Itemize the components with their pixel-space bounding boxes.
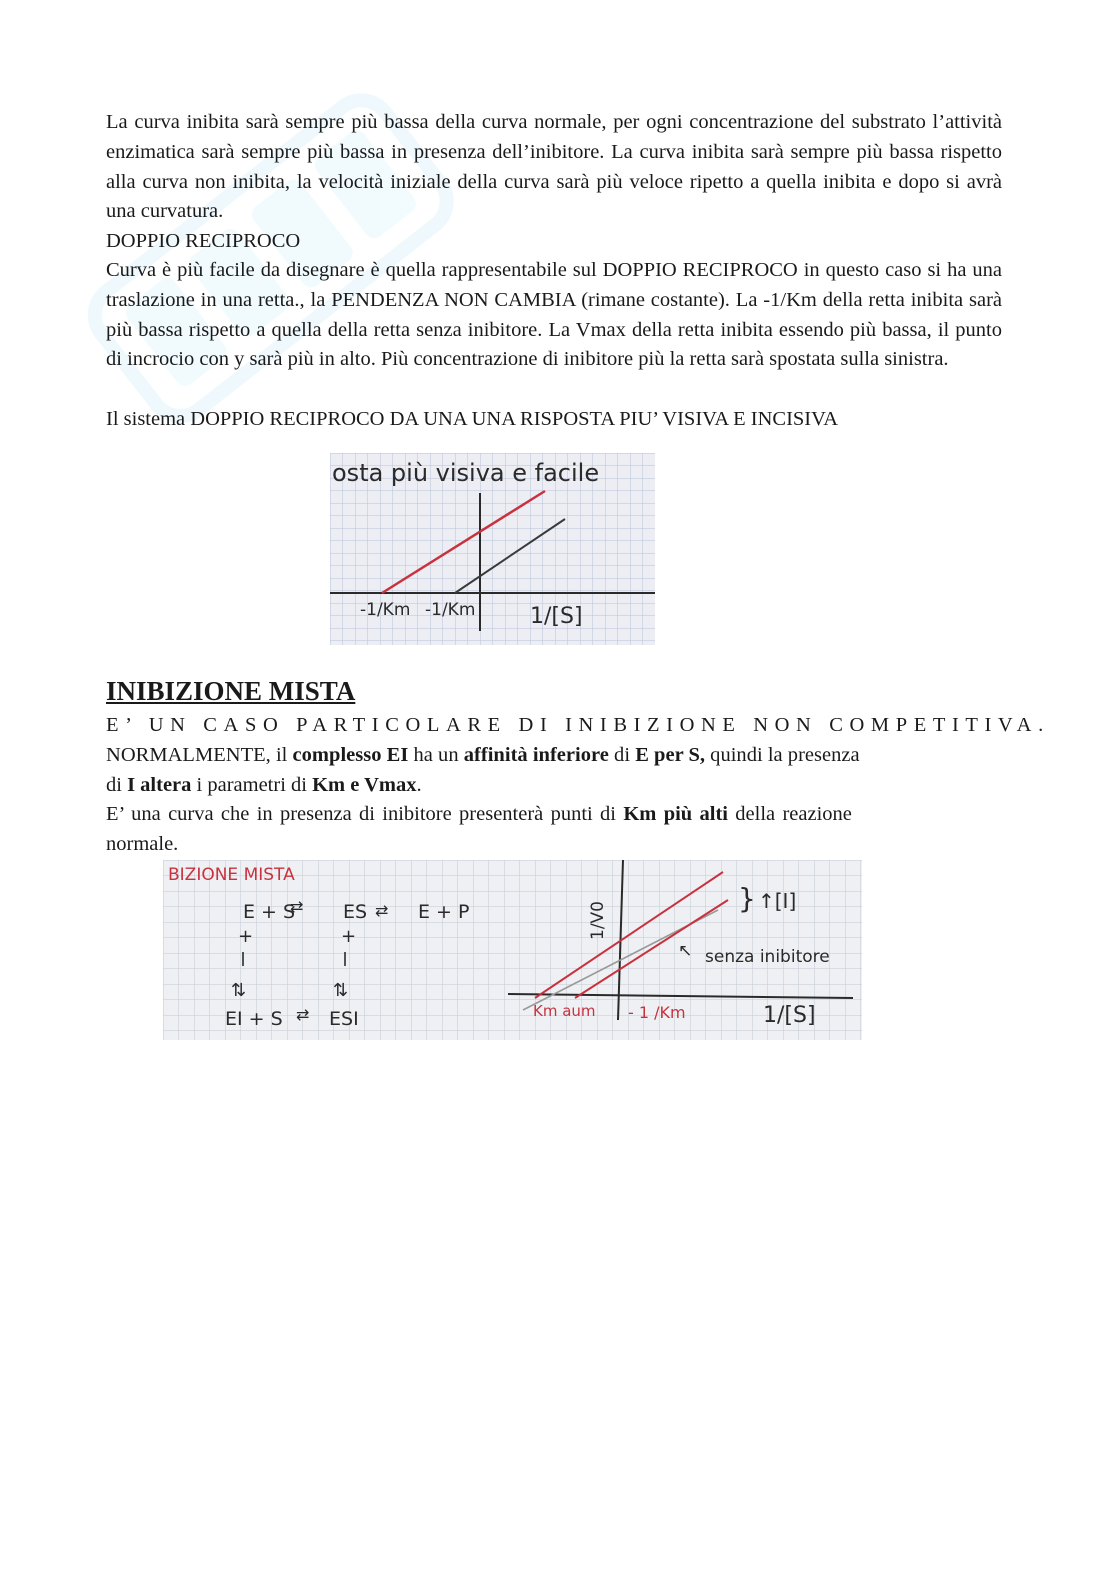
eq-arrow-3: ⇄	[296, 1005, 310, 1024]
eq-arrow-1: ⇄	[290, 897, 304, 916]
label-km-2: -1/Km	[425, 600, 476, 620]
line2-suffix: quindi la presenza	[705, 743, 860, 766]
eq-arrow-2: ⇄	[375, 901, 389, 920]
paragraph-mista	[106, 711, 1050, 860]
line3-suffix: .	[416, 773, 422, 796]
mista-line-4	[106, 800, 1002, 830]
paragraph-1-text: La curva inibita sarà sempre più bassa della curva normale, per ogni concentrazione del substrato l’attività enzimatica sarà sempre più bassa in presenza dell’inibitore. La curva inibita sarà sempre più bassa rispetto alla curva non inibita, la velocità iniziale della curva sarà più veloce ripetto a quella inibita e dopo si avrà una curvatura.	[106, 111, 1002, 223]
line4-bold-1: Km più alti	[623, 803, 728, 826]
line4-prefix: E’ una curva che in presenza di inibitore presenterà punti di	[106, 803, 624, 826]
eq-vertical-arrow-1: ⇅	[231, 980, 247, 1001]
eq-ei-plus-s: EI + S	[225, 1008, 283, 1030]
arrow-label-icon: ↖	[678, 941, 693, 961]
line2-bold-2: affinità inferiore	[463, 743, 609, 766]
eq-esi: ESI	[329, 1008, 359, 1030]
figure-double-reciprocal	[330, 453, 655, 645]
figure-2-drawing	[163, 860, 862, 1040]
mista-line-3	[106, 771, 1002, 801]
label-km-aum: Km aum	[533, 1002, 596, 1020]
bracket-label: ↑[I]	[758, 889, 797, 913]
heading-text: DOPPIO RECIPROCO	[106, 230, 301, 252]
label-minus-1-km: - 1 /Km	[628, 1003, 686, 1022]
line3-prefix: di	[106, 773, 128, 796]
paragraph-1	[106, 108, 1002, 227]
eq-e-plus-s: E + S	[243, 901, 296, 923]
line2-bold-3: E per S,	[635, 743, 706, 766]
label-axis-s: 1/[S]	[763, 1003, 816, 1028]
section-heading-doppio-reciproco	[106, 227, 1002, 257]
bracket: }	[738, 882, 756, 915]
eq-es: ES	[343, 901, 368, 923]
line2-bold-1: complesso EI	[292, 743, 409, 766]
figure-1-caption: osta più visiva e facile	[332, 459, 600, 487]
line2-mid-1: ha un	[408, 743, 464, 766]
label-axis-1-s: 1/[S]	[530, 604, 583, 629]
mista-line-2	[106, 741, 1002, 771]
figure-2-title: BIZIONE MISTA	[168, 865, 295, 885]
figure-1-drawing	[330, 453, 655, 645]
label-km-1: -1/Km	[360, 600, 411, 620]
line2-prefix: NORMALMENTE, il	[106, 743, 293, 766]
plus-2: +	[341, 926, 357, 947]
section-title-inibizione-mista: INIBIZIONE MISTA	[106, 676, 356, 706]
plus-1: +	[238, 926, 254, 947]
line3-bold-1: I altera	[127, 773, 192, 796]
mista-line-5: normale.	[106, 833, 179, 856]
graph-y-label: 1/V0	[588, 901, 608, 940]
eq-e-plus-p: E + P	[418, 901, 470, 923]
paragraph-3	[106, 405, 1002, 435]
line2-mid-2: di	[608, 743, 636, 766]
paragraph-2-text: Curva è più facile da disegnare è quella rappresentabile sul DOPPIO RECIPROCO in questo caso si ha una traslazione in una retta., la PENDENZA NON CAMBIA (rimane costante). La -1/Km della retta inibita sarà più bassa rispetto a quella della retta senza inibitore. La Vmax della retta inibita essendo più bassa, il punto di incrocio con y sarà più in alto. Più concentrazione di inibitore più la retta sarà spostata sulla sinistra.	[106, 259, 1002, 371]
figure-mixed-inhibition	[163, 860, 862, 1040]
eq-vertical-arrow-2: ⇅	[333, 980, 349, 1001]
mista-line-1: E’ UN CASO PARTICOLARE DI INIBIZIONE NON COMPETITIVA.	[106, 714, 1050, 736]
paragraph-2	[106, 256, 1002, 375]
paragraph-3-text: Il sistema DOPPIO RECIPROCO DA UNA UNA RISPOSTA PIU’ VISIVA E INCISIVA	[106, 408, 839, 430]
line3-mid: i parametri di	[191, 773, 313, 796]
line4-suffix: della reazione	[727, 803, 852, 826]
line3-bold-2: Km e Vmax	[312, 773, 417, 796]
arrow-label: senza inibitore	[705, 947, 830, 967]
